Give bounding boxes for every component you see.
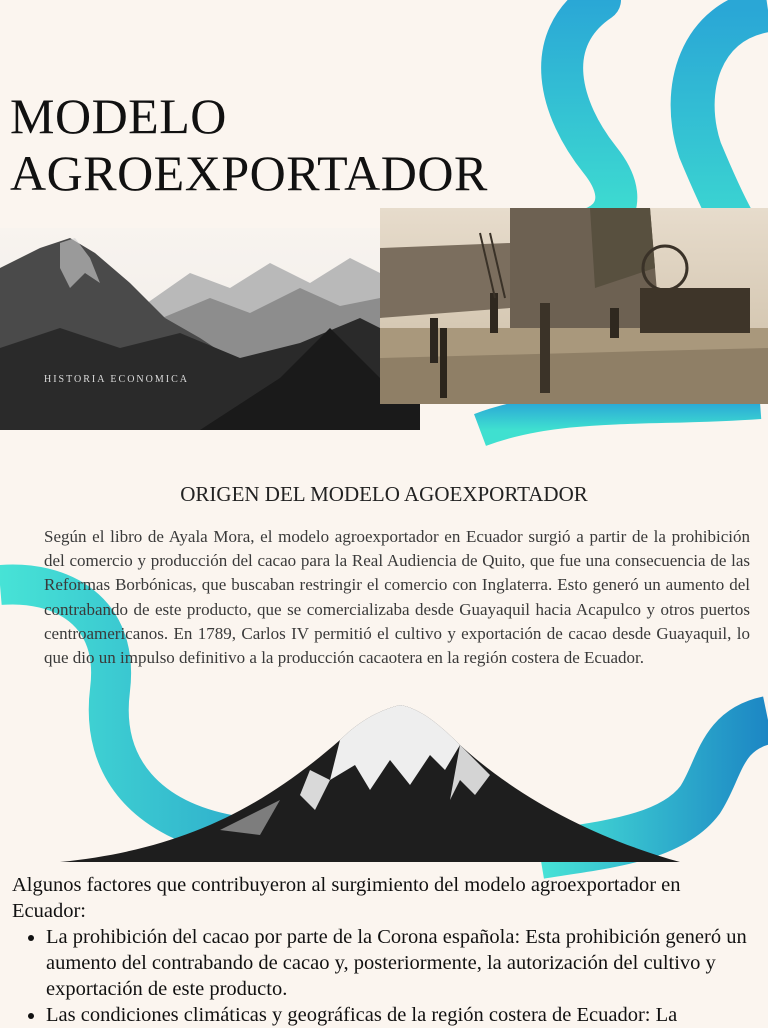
ribbon-under-photo — [480, 402, 760, 430]
volcano-image — [60, 700, 680, 862]
title-line-2: AGROEXPORTADOR — [10, 145, 488, 201]
mountain-range-image — [0, 228, 420, 430]
list-item: • La prohibición del cacao por parte de la Corona española: Esta prohibición generó un aumento del contrabando de cacao y, posteriormente, la autorización del cultivo y exportación de este producto. — [46, 924, 757, 1002]
historical-photo — [380, 208, 768, 404]
section-title: ORIGEN DEL MODELO AGOEXPORTADOR — [180, 482, 588, 506]
page-title — [10, 88, 488, 202]
ribbon-top-left — [550, 0, 616, 232]
title-line-1: MODELO — [10, 88, 227, 144]
factors-section — [12, 872, 757, 1028]
section-paragraph: Según el libro de Ayala Mora, el modelo agroexportador en Ecuador surgió a partir de la prohibición del comercio y producción del cacao para la Real Audiencia de Quito, que fue una consecuencia de las Reformas Borbónicas, que buscaban restringir el comercio con Inglaterra. Esto generó un aumento del contrabando de este producto, que se comercializaba desde Guayaquil hacia Acapulco y otros puertos centroamericanos. En 1789, Carlos IV permitió el cultivo y exportación de cacao desde Guayaquil, lo que dio un impulso definitivo a la producción cacaotera en la región costera de Ecuador. — [44, 527, 750, 668]
factors-intro: Algunos factores que contribuyeron al surgimiento del modelo agroexportador en Ecuador: — [12, 874, 681, 922]
category-tag: HISTORIA ECONOMICA — [44, 374, 189, 385]
factors-list — [12, 924, 757, 1028]
list-item: • Las condiciones climáticas y geográficas de la región costera de Ecuador: La — [46, 1002, 757, 1028]
